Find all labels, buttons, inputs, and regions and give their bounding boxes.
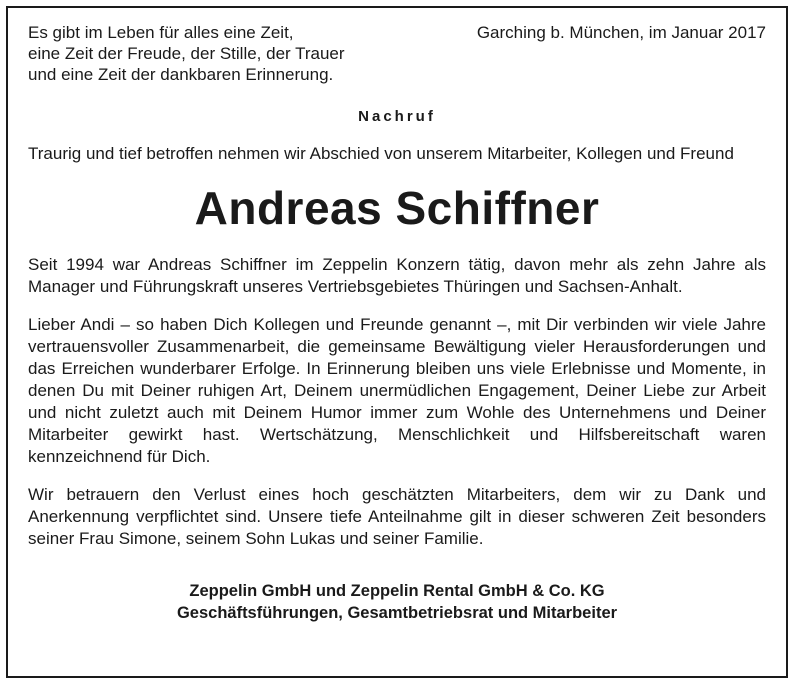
motto (28, 22, 345, 85)
obituary-notice (6, 6, 788, 678)
signature-group: Geschäftsführungen, Gesamtbetriebsrat und Mitarbeiter (176, 604, 618, 622)
motto-line: und eine Zeit der dankbaren Erinnerung. (28, 65, 334, 84)
paragraph: Seit 1994 war Andreas Schiffner im Zeppelin Konzern tätig, davon mehr als zehn Jahre als Manager und Führungskraft unseres Vertriebsgebietes Thüringen und Sachsen-Anhalt. (28, 255, 766, 296)
intro-text: Traurig und tief betroffen nehmen wir Abschied von unserem Mitarbeiter, Kollegen und Freund (28, 144, 734, 163)
notice-heading: Nachruf (358, 108, 436, 125)
notice-content (28, 22, 766, 666)
header-row (28, 22, 766, 85)
paragraph: Lieber Andi – so haben Dich Kollegen und Freunde genannt –, mit Dir verbinden wir viele Jahre vertrauensvoller Zusammenarbeit, die gemeinsame Bewältigung vieler Herausforderungen und das Erreichen wunderbarer Erfolge. In Erinnerung bleiben uns viele Erlebnisse und Momente, in denen Du mit Deiner ruhigen Art, Deinem unermüdlichen Engagement, Deiner Liebe zur Arbeit und nicht zuletzt auch mit Deinem Humor immer zum Wohle des Unternehmens und Deiner Mitarbeiter gewirkt hast. Wertschätzung, Menschlichkeit und Hilfsbereitschaft waren kennzeichnend für Dich. (28, 315, 766, 466)
motto-line: eine Zeit der Freude, der Stille, der Trauer (28, 44, 345, 63)
signature-company: Zeppelin GmbH und Zeppelin Rental GmbH & Co. KG (189, 582, 605, 600)
signature (28, 580, 766, 624)
motto-line: Es gibt im Leben für alles eine Zeit, (28, 23, 294, 42)
place-date: Garching b. München, im Januar 2017 (476, 23, 766, 42)
deceased-name: Andreas Schiffner (194, 182, 600, 234)
paragraph: Wir betrauern den Verlust eines hoch geschätzten Mitarbeiters, dem wir zu Dank und Anerkennung verpflichtet sind. Unsere tiefe Anteilnahme gilt in dieser schweren Zeit besonders seiner Frau Simone, seinem Sohn Lukas und seiner Familie. (28, 485, 766, 548)
